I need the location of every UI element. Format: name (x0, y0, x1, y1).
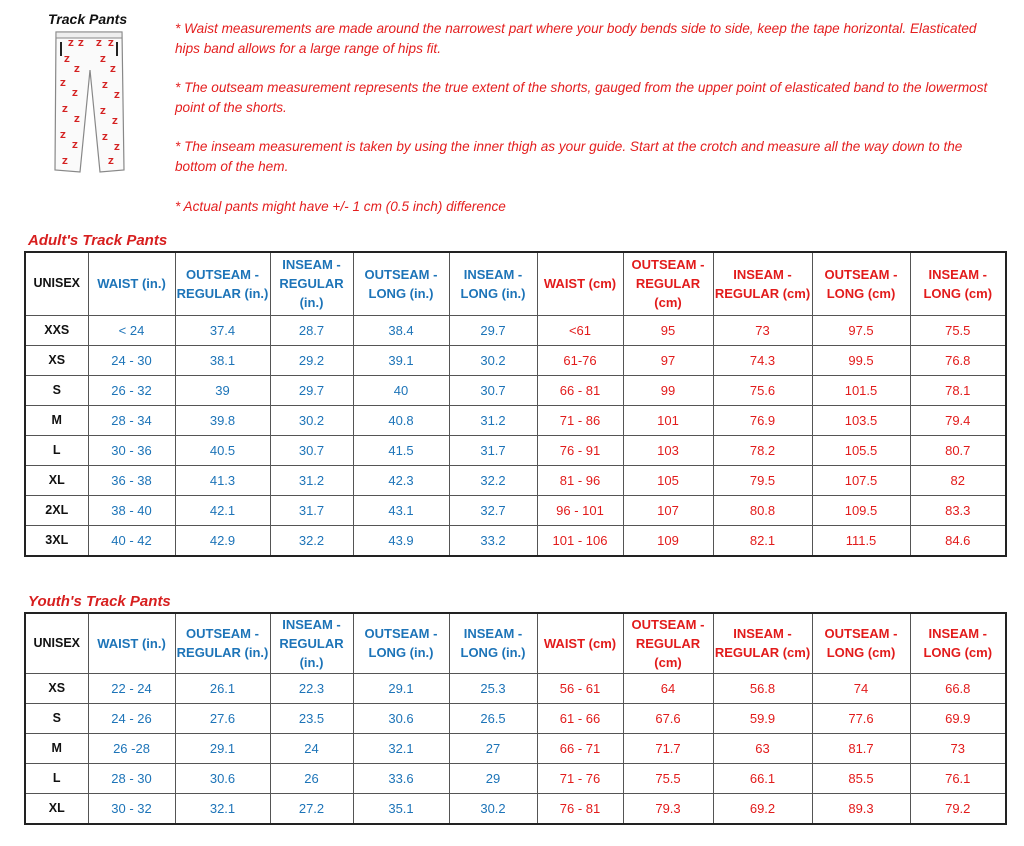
value-cell: 41.3 (175, 465, 270, 495)
value-cell: 75.5 (623, 763, 713, 793)
column-header: INSEAM - LONG (in.) (449, 252, 537, 315)
value-cell: 80.8 (713, 495, 812, 525)
value-cell: 39 (175, 375, 270, 405)
size-cell: M (25, 405, 88, 435)
value-cell: 69.9 (910, 703, 1006, 733)
value-cell: 99.5 (812, 345, 910, 375)
value-cell: 32.2 (449, 465, 537, 495)
adult-size-table (24, 251, 1007, 557)
waist-note: * Waist measurements are made around the narrowest part where your body bends side to side, keep the tape horizontal. Elasticated hips band allows for a large range of hips fit. (175, 21, 977, 56)
column-header: WAIST (cm) (537, 613, 623, 673)
table-row (25, 375, 1006, 405)
svg-text:Z: Z (64, 55, 70, 64)
value-cell: 109.5 (812, 495, 910, 525)
inseam-note: * The inseam measurement is taken by using the inner thigh as your guide. Start at the crotch and measure all the way down to the bottom of the hem. (175, 139, 963, 174)
column-header: WAIST (in.) (88, 252, 175, 315)
size-cell: XL (25, 793, 88, 824)
value-cell: 32.7 (449, 495, 537, 525)
value-cell: 30.6 (175, 763, 270, 793)
column-header: OUTSEAM - REGULAR (in.) (175, 613, 270, 673)
track-pants-icon (50, 30, 128, 178)
value-cell: 40.8 (353, 405, 449, 435)
value-cell: 111.5 (812, 525, 910, 556)
column-header: INSEAM - LONG (cm) (910, 252, 1006, 315)
value-cell: 30.6 (353, 703, 449, 733)
value-cell: 74.3 (713, 345, 812, 375)
value-cell: 30.2 (270, 405, 353, 435)
svg-text:Z: Z (110, 65, 116, 74)
value-cell: 59.9 (713, 703, 812, 733)
value-cell: 30.2 (449, 345, 537, 375)
svg-text:Z: Z (60, 79, 66, 88)
column-header: OUTSEAM - REGULAR (in.) (175, 252, 270, 315)
value-cell: 99 (623, 375, 713, 405)
size-cell: XL (25, 465, 88, 495)
column-header: INSEAM - REGULAR (cm) (713, 613, 812, 673)
value-cell: 31.7 (449, 435, 537, 465)
column-header: OUTSEAM - REGULAR (cm) (623, 252, 713, 315)
svg-text:Z: Z (68, 39, 74, 48)
value-cell: 81 - 96 (537, 465, 623, 495)
value-cell: 84.6 (910, 525, 1006, 556)
youth-size-table (24, 612, 1007, 825)
value-cell: 28 - 34 (88, 405, 175, 435)
header-row (25, 613, 1006, 673)
value-cell: 28.7 (270, 315, 353, 345)
value-cell: 107 (623, 495, 713, 525)
svg-text:Z: Z (112, 117, 118, 126)
value-cell: 103.5 (812, 405, 910, 435)
value-cell: 28 - 30 (88, 763, 175, 793)
column-header: UNISEX (25, 613, 88, 673)
value-cell: 107.5 (812, 465, 910, 495)
value-cell: 38 - 40 (88, 495, 175, 525)
size-cell: XS (25, 345, 88, 375)
value-cell: 39.1 (353, 345, 449, 375)
svg-text:Z: Z (102, 81, 108, 90)
adult-section-title: Adult's Track Pants (28, 232, 168, 249)
table-row (25, 405, 1006, 435)
value-cell: 73 (713, 315, 812, 345)
value-cell: 101 (623, 405, 713, 435)
column-header: INSEAM - REGULAR (in.) (270, 252, 353, 315)
table-row (25, 465, 1006, 495)
size-cell: XS (25, 673, 88, 703)
value-cell: 79.3 (623, 793, 713, 824)
value-cell: 26 (270, 763, 353, 793)
value-cell: 32.1 (353, 733, 449, 763)
svg-text:Z: Z (114, 91, 120, 100)
value-cell: 78.1 (910, 375, 1006, 405)
column-header: UNISEX (25, 252, 88, 315)
table-row (25, 733, 1006, 763)
youth-section-title: Youth's Track Pants (28, 593, 171, 610)
svg-text:Z: Z (74, 115, 80, 124)
value-cell: 38.1 (175, 345, 270, 375)
svg-text:Z: Z (60, 131, 66, 140)
value-cell: 29 (449, 763, 537, 793)
value-cell: 33.2 (449, 525, 537, 556)
value-cell: 101.5 (812, 375, 910, 405)
value-cell: 24 - 26 (88, 703, 175, 733)
value-cell: 79.2 (910, 793, 1006, 824)
table-row (25, 495, 1006, 525)
value-cell: 105.5 (812, 435, 910, 465)
value-cell: 38.4 (353, 315, 449, 345)
value-cell: 43.1 (353, 495, 449, 525)
value-cell: 29.2 (270, 345, 353, 375)
value-cell: 66.8 (910, 673, 1006, 703)
value-cell: 80.7 (910, 435, 1006, 465)
value-cell: 23.5 (270, 703, 353, 733)
value-cell: 79.4 (910, 405, 1006, 435)
measurement-notes (175, 19, 1005, 236)
value-cell: 85.5 (812, 763, 910, 793)
svg-text:Z: Z (100, 107, 106, 116)
value-cell: 33.6 (353, 763, 449, 793)
value-cell: 74 (812, 673, 910, 703)
column-header: OUTSEAM - LONG (cm) (812, 613, 910, 673)
value-cell: 105 (623, 465, 713, 495)
svg-text:Z: Z (114, 143, 120, 152)
table-row (25, 703, 1006, 733)
value-cell: 73 (910, 733, 1006, 763)
svg-text:Z: Z (108, 157, 114, 166)
value-cell: 26 - 32 (88, 375, 175, 405)
value-cell: 27 (449, 733, 537, 763)
value-cell: 69.2 (713, 793, 812, 824)
value-cell: 66 - 71 (537, 733, 623, 763)
value-cell: 30.7 (270, 435, 353, 465)
value-cell: 24 - 30 (88, 345, 175, 375)
size-cell: XXS (25, 315, 88, 345)
svg-text:Z: Z (72, 141, 78, 150)
column-header: WAIST (cm) (537, 252, 623, 315)
svg-text:Z: Z (72, 89, 78, 98)
value-cell: 63 (713, 733, 812, 763)
value-cell: 30 - 36 (88, 435, 175, 465)
value-cell: 31.2 (270, 465, 353, 495)
size-cell: S (25, 703, 88, 733)
value-cell: 96 - 101 (537, 495, 623, 525)
value-cell: 40.5 (175, 435, 270, 465)
size-cell: S (25, 375, 88, 405)
column-header: WAIST (in.) (88, 613, 175, 673)
value-cell: 29.7 (270, 375, 353, 405)
value-cell: 29.1 (175, 733, 270, 763)
value-cell: 43.9 (353, 525, 449, 556)
value-cell: 56.8 (713, 673, 812, 703)
value-cell: 103 (623, 435, 713, 465)
value-cell: 71.7 (623, 733, 713, 763)
size-cell: L (25, 763, 88, 793)
value-cell: 22 - 24 (88, 673, 175, 703)
value-cell: 76.9 (713, 405, 812, 435)
value-cell: 31.7 (270, 495, 353, 525)
value-cell: 39.8 (175, 405, 270, 435)
value-cell: 29.1 (353, 673, 449, 703)
column-header: OUTSEAM - REGULAR (cm) (623, 613, 713, 673)
value-cell: 32.2 (270, 525, 353, 556)
outseam-note: * The outseam measurement represents the true extent of the shorts, gauged from the upper point of elasticated band to the lowermost point of the shorts. (175, 80, 988, 115)
value-cell: 61 - 66 (537, 703, 623, 733)
value-cell: 36 - 38 (88, 465, 175, 495)
value-cell: 30.2 (449, 793, 537, 824)
svg-text:Z: Z (96, 39, 102, 48)
value-cell: 24 (270, 733, 353, 763)
value-cell: 76 - 81 (537, 793, 623, 824)
value-cell: <61 (537, 315, 623, 345)
value-cell: 26.1 (175, 673, 270, 703)
table-row (25, 345, 1006, 375)
size-cell: 3XL (25, 525, 88, 556)
column-header: OUTSEAM - LONG (in.) (353, 252, 449, 315)
value-cell: 26 -28 (88, 733, 175, 763)
value-cell: 42.1 (175, 495, 270, 525)
value-cell: 75.6 (713, 375, 812, 405)
table-row (25, 763, 1006, 793)
value-cell: 40 (353, 375, 449, 405)
value-cell: 35.1 (353, 793, 449, 824)
value-cell: 56 - 61 (537, 673, 623, 703)
svg-text:Z: Z (62, 157, 68, 166)
value-cell: 79.5 (713, 465, 812, 495)
value-cell: 78.2 (713, 435, 812, 465)
column-header: OUTSEAM - LONG (cm) (812, 252, 910, 315)
column-header: INSEAM - REGULAR (in.) (270, 613, 353, 673)
svg-text:Z: Z (62, 105, 68, 114)
value-cell: 64 (623, 673, 713, 703)
value-cell: 40 - 42 (88, 525, 175, 556)
value-cell: 97.5 (812, 315, 910, 345)
value-cell: 42.3 (353, 465, 449, 495)
value-cell: 27.6 (175, 703, 270, 733)
svg-text:Z: Z (100, 55, 106, 64)
svg-text:Z: Z (108, 39, 114, 48)
value-cell: 66 - 81 (537, 375, 623, 405)
value-cell: 61-76 (537, 345, 623, 375)
value-cell: 109 (623, 525, 713, 556)
column-header: INSEAM - REGULAR (cm) (713, 252, 812, 315)
svg-text:Z: Z (78, 39, 84, 48)
value-cell: 76.1 (910, 763, 1006, 793)
size-cell: L (25, 435, 88, 465)
value-cell: 97 (623, 345, 713, 375)
value-cell: 76.8 (910, 345, 1006, 375)
size-cell: 2XL (25, 495, 88, 525)
table-row (25, 435, 1006, 465)
value-cell: 22.3 (270, 673, 353, 703)
product-label: Track Pants (48, 11, 128, 27)
value-cell: 32.1 (175, 793, 270, 824)
tolerance-note: * Actual pants might have +/- 1 cm (0.5 inch) difference (175, 198, 506, 214)
table-row (25, 793, 1006, 824)
value-cell: 37.4 (175, 315, 270, 345)
value-cell: 71 - 86 (537, 405, 623, 435)
value-cell: 77.6 (812, 703, 910, 733)
value-cell: 75.5 (910, 315, 1006, 345)
value-cell: 29.7 (449, 315, 537, 345)
header-row (25, 252, 1006, 315)
svg-text:Z: Z (74, 65, 80, 74)
value-cell: 30.7 (449, 375, 537, 405)
column-header: INSEAM - LONG (cm) (910, 613, 1006, 673)
table-row (25, 315, 1006, 345)
value-cell: 83.3 (910, 495, 1006, 525)
value-cell: 82.1 (713, 525, 812, 556)
column-header: OUTSEAM - LONG (in.) (353, 613, 449, 673)
value-cell: 66.1 (713, 763, 812, 793)
value-cell: 25.3 (449, 673, 537, 703)
value-cell: 27.2 (270, 793, 353, 824)
value-cell: 26.5 (449, 703, 537, 733)
value-cell: 82 (910, 465, 1006, 495)
value-cell: 67.6 (623, 703, 713, 733)
value-cell: 101 - 106 (537, 525, 623, 556)
value-cell: 42.9 (175, 525, 270, 556)
table-row (25, 673, 1006, 703)
size-cell: M (25, 733, 88, 763)
value-cell: 76 - 91 (537, 435, 623, 465)
value-cell: 30 - 32 (88, 793, 175, 824)
table-row (25, 525, 1006, 556)
value-cell: 95 (623, 315, 713, 345)
value-cell: 71 - 76 (537, 763, 623, 793)
value-cell: 31.2 (449, 405, 537, 435)
column-header: INSEAM - LONG (in.) (449, 613, 537, 673)
svg-text:Z: Z (102, 133, 108, 142)
value-cell: 89.3 (812, 793, 910, 824)
value-cell: 81.7 (812, 733, 910, 763)
value-cell: < 24 (88, 315, 175, 345)
value-cell: 41.5 (353, 435, 449, 465)
